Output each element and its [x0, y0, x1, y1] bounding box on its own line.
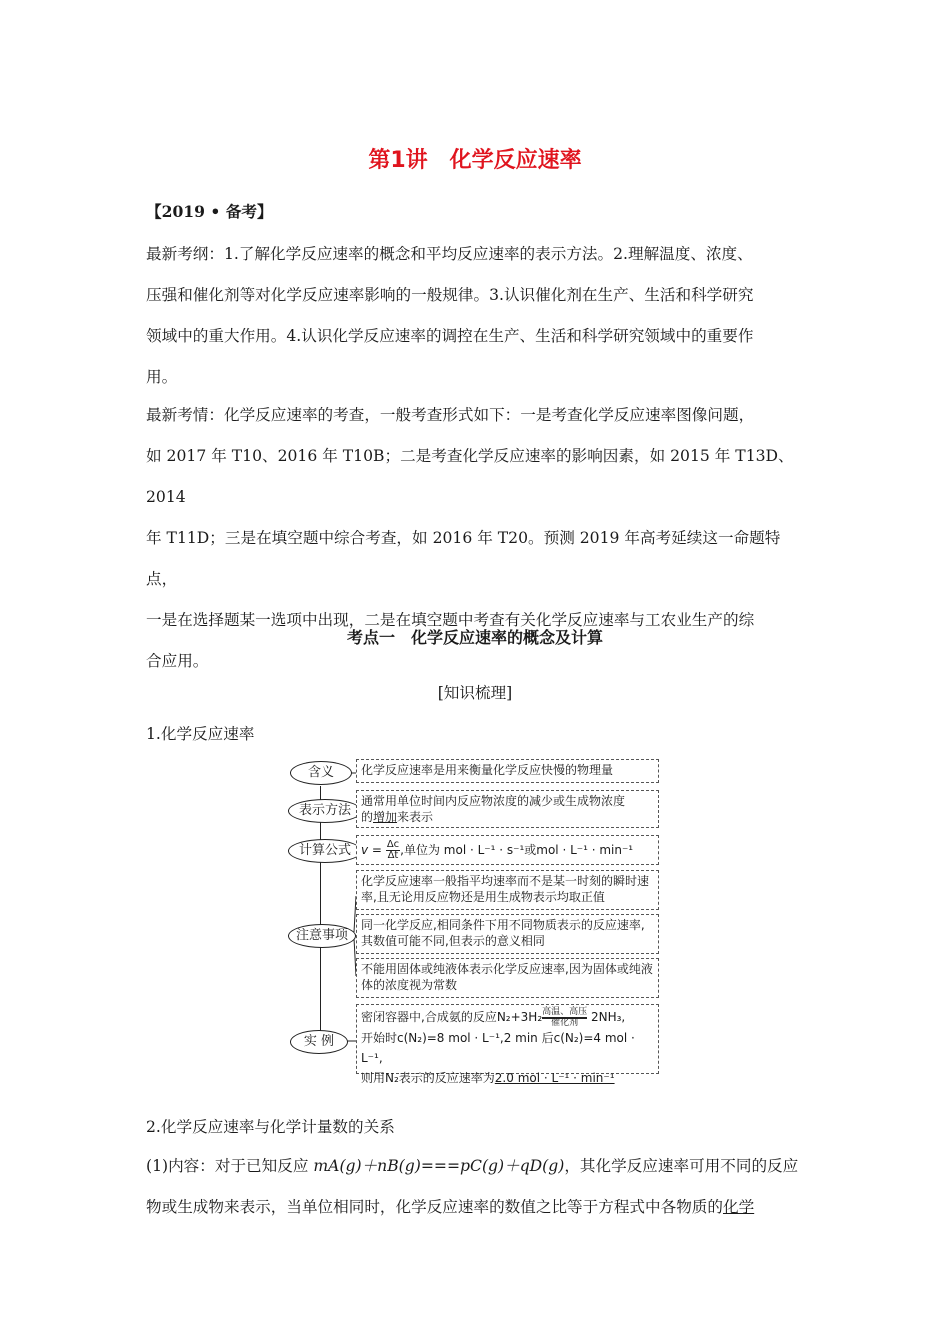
content-blank: 化学: [722, 1198, 755, 1216]
formula-unit: ,单位为 mol · L⁻¹ · s⁻¹或mol · L⁻¹ · min⁻¹: [400, 843, 634, 857]
note-box-1: 化学反应速率一般指平均速率而不是某一时刻的瞬时速率,且无论用反应物还是用生成物表示均取正值: [356, 870, 659, 910]
formula-fraction: [386, 840, 400, 861]
label-expression: 表示方法: [288, 799, 362, 823]
syllabus-line: 用。: [146, 368, 178, 386]
content-line-1: [146, 1146, 810, 1187]
reaction-equation: mA(g)＋nB(g)===pC(g)＋qD(g): [313, 1157, 565, 1175]
syllabus-line: 最新考纲：1.了解化学反应速率的概念和平均反应速率的表示方法。2.理解温度、浓度、: [146, 245, 753, 263]
expression-line-2: [361, 809, 654, 825]
note-box-3: 不能用固体或纯液体表示化学反应速率,因为固体或纯液体的浓度视为常数: [356, 958, 659, 998]
formula-numerator: Δc: [386, 839, 400, 850]
content-line-2: [146, 1187, 810, 1228]
label-example: 实 例: [290, 1030, 348, 1054]
page-title: 第1讲 化学反应速率: [368, 148, 582, 173]
content-text: (1)内容：对于已知反应: [146, 1157, 314, 1175]
exam-line: 合应用。: [146, 652, 209, 670]
exam-line: 最新考情：化学反应速率的考查，一般考查形式如下：一是考查化学反应速率图像问题，: [146, 406, 755, 424]
item-2-content: [146, 1146, 810, 1228]
formula-box: [356, 835, 659, 865]
label-notes: 注意事项: [288, 924, 356, 948]
expression-blank: 增加: [373, 810, 398, 824]
example-line-1: [361, 1007, 654, 1028]
subheading: [知识梳理]: [437, 684, 513, 702]
example-text: 2NH₃,: [590, 1010, 626, 1024]
exam-line: 如 2017 年 T10、2016 年 T10B；二是考查化学反应速率的影响因素，如 2015 年 T13D、2014: [146, 447, 794, 506]
syllabus-paragraph: [146, 234, 810, 398]
item-1-heading: 1.化学反应速率: [146, 725, 255, 743]
exam-line: 年 T11D；三是在填空题中综合考查，如 2016 年 T20。预测 2019 年高考延续这一命题特点，: [146, 529, 781, 588]
reaction-conditions: [542, 1008, 587, 1028]
example-text: 则用N₂表示的反应速率为: [361, 1070, 495, 1085]
expression-text: 的: [361, 810, 374, 824]
example-answer: 2.0 mol · L⁻¹ · min⁻¹: [494, 1070, 615, 1085]
formula-prefix: v =: [361, 843, 382, 857]
label-meaning: 含义: [290, 761, 352, 785]
expression-box: [356, 790, 659, 828]
example-line-2: 开始时c(N₂)=8 mol · L⁻¹,2 min 后c(N₂)=4 mol · L⁻¹,: [361, 1030, 635, 1065]
section-heading: 考点一 化学反应速率的概念及计算: [346, 628, 603, 647]
item-2-heading: 2.化学反应速率与化学计量数的关系: [146, 1118, 395, 1136]
label-formula: 计算公式: [288, 839, 362, 863]
exam-line: 一是在选择题某一选项中出现，二是在填空题中考查有关化学反应速率与工农业生产的综: [146, 611, 755, 629]
expression-line-1: 通常用单位时间内反应物浓度的减少或生成物浓度: [361, 794, 626, 808]
syllabus-line: 压强和催化剂等对化学反应速率影响的一般规律。3.认识催化剂在生产、生活和科学研究: [146, 286, 754, 304]
content-text: 物或生成物来表示，当单位相同时，化学反应速率的数值之比等于方程式中各物质的: [146, 1198, 723, 1216]
syllabus-line: 领域中的重大作用。4.认识化学反应速率的调控在生产、生活和科学研究领域中的重要作: [146, 327, 754, 345]
example-line-3: [361, 1068, 654, 1088]
condition-top: 高温、高压: [542, 1006, 588, 1017]
meaning-box: 化学反应速率是用来衡量化学反应快慢的物理量: [356, 759, 659, 783]
formula-denominator: Δt: [387, 850, 399, 861]
content-text: ，其化学反应速率可用不同的反应: [564, 1157, 799, 1175]
example-text: 密闭容器中,合成氨的反应N₂+3H₂: [361, 1010, 543, 1024]
concept-diagram: [286, 756, 662, 1085]
expression-text: 来表示: [397, 810, 434, 824]
note-box-2: 同一化学反应,相同条件下用不同物质表示的反应速率,其数值可能不同,但表示的意义相同: [356, 914, 659, 954]
example-box: [356, 1004, 659, 1085]
condition-bottom: 催化剂: [551, 1017, 579, 1028]
prep-tag: 【2019 • 备考】: [146, 202, 273, 221]
